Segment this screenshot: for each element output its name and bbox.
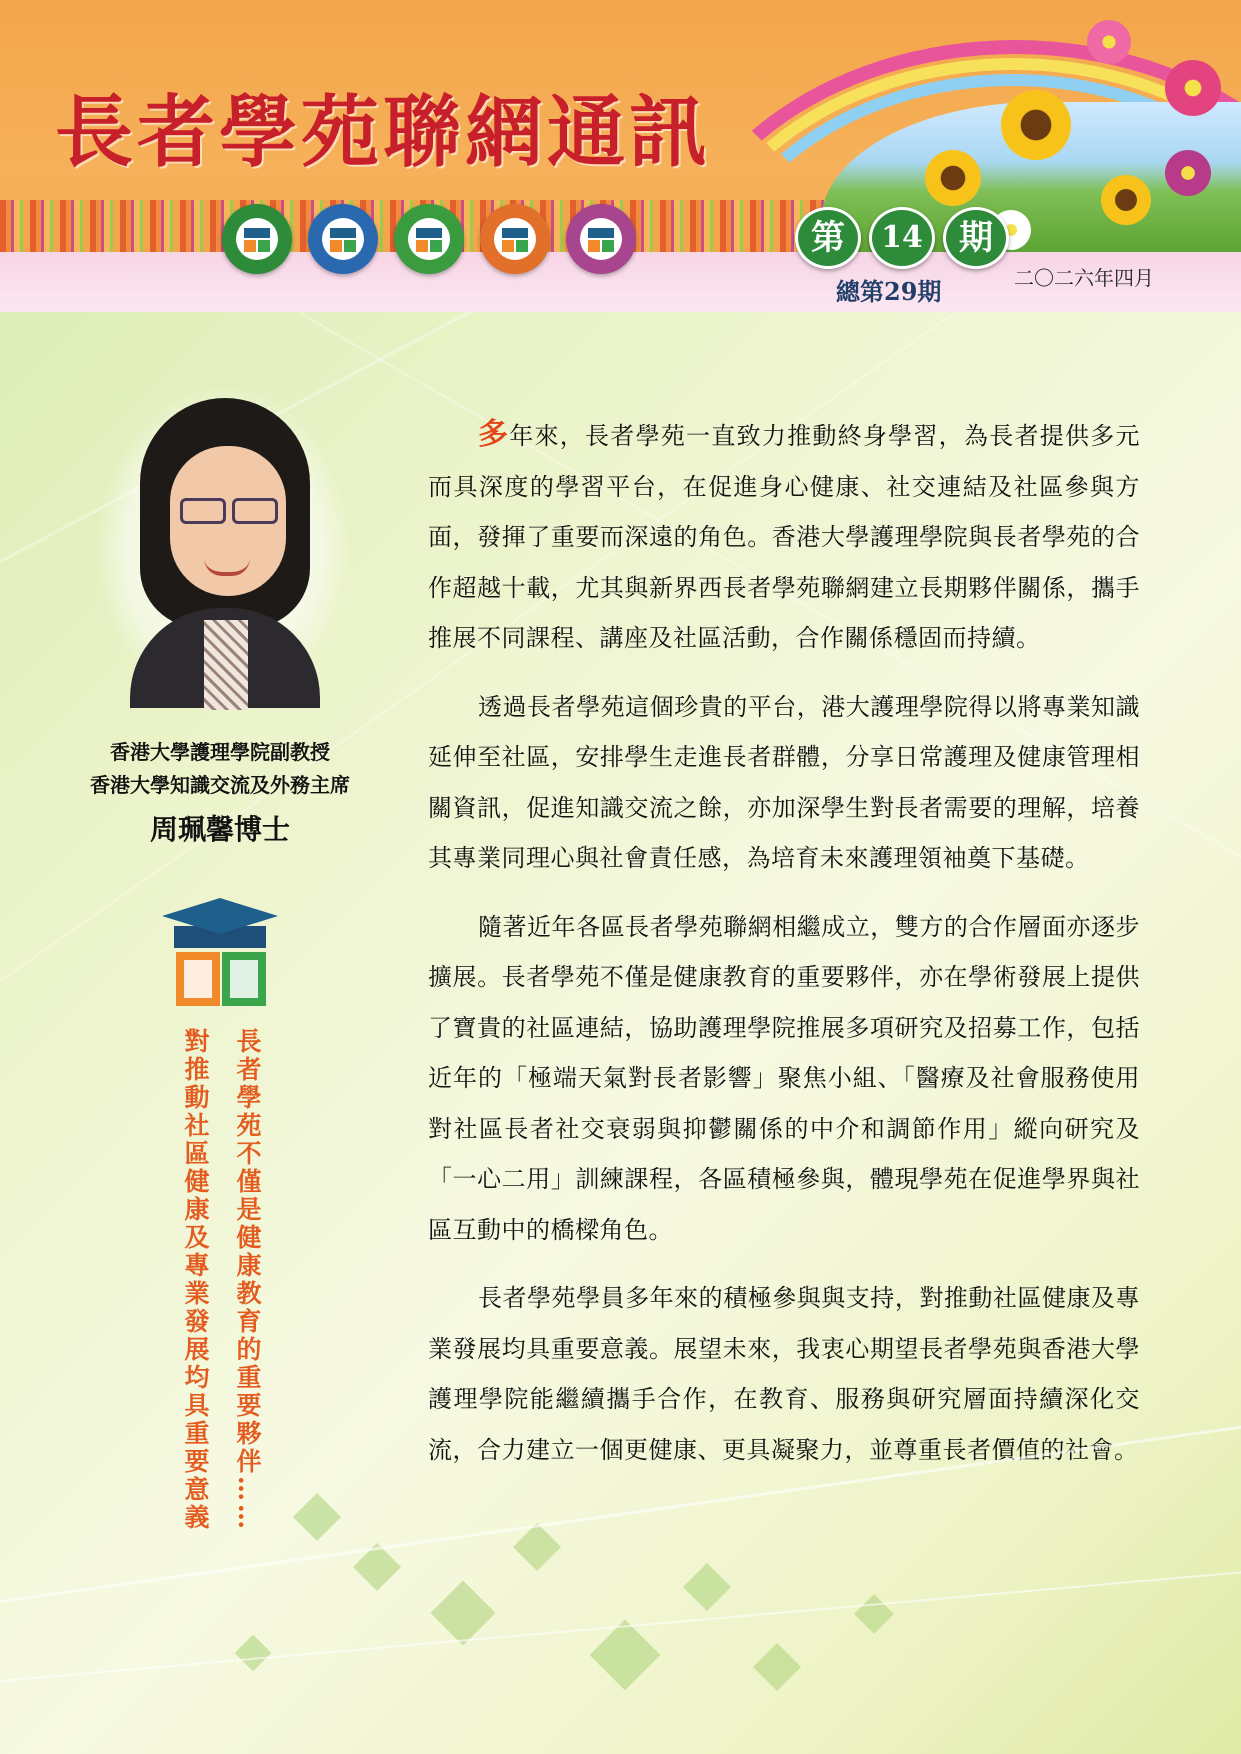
- academy-badges: [222, 204, 636, 274]
- elder-academy-logo-icon: [162, 898, 278, 1010]
- article-paragraph: [428, 410, 1140, 664]
- paragraph-text: 年來，長者學苑一直致力推動終身學習，為長者提供多元而具深度的學習平台，在促進身心健康、社交連結及社區參與方面，發揮了重要而深遠的角色。香港大學護理學院與長者學苑的合作超越十載，尤其與新界西長者學苑聯網建立長期夥伴關係，攜手推展不同課程、講座及社區活動，合作關係穩固而持續。: [428, 422, 1141, 652]
- author-title-line2: 香港大學知識交流及外務主席: [90, 773, 350, 797]
- newsletter-title: 長者學苑聯網通訊: [55, 87, 712, 178]
- academy-badge-icon: [308, 204, 378, 274]
- sunflower-icon: [1101, 175, 1151, 225]
- author-title-line1: 香港大學護理學院副教授: [110, 740, 330, 764]
- academy-badge-icon: [480, 204, 550, 274]
- drop-cap: 多: [478, 417, 510, 452]
- cosmos-flower-icon: [1165, 60, 1221, 116]
- author-caption: [60, 736, 380, 848]
- author-name: 周珮馨博士: [149, 813, 290, 846]
- article-paragraph: 長者學苑學員多年來的積極參與與支持，對推動社區健康及專業發展均具重要意義。展望未來，我衷心期望長者學苑與香港大學護理學院能繼續攜手合作，在教育、服務與研究層面持續深化交流，合力建立一個更健康、更具凝聚力，並尊重長者價值的社會。: [428, 1284, 1140, 1464]
- academy-badge-icon: [394, 204, 464, 274]
- issue-date: 二〇二六年四月: [1014, 266, 1154, 290]
- article-paragraph: 隨著近年各區長者學苑聯網相繼成立，雙方的合作層面亦逐步擴展。長者學苑不僅是健康教育的重要夥伴，亦在學術發展上提供了寶貴的社區連結，協助護理學院推展多項研究及招募工作，包括近年的「極端天氣對長者影響」聚焦小組、「醫療及社會服務使用對社區長者社交衰弱與抑鬱關係的中介和調節作用」縱向研究及「一心二用」訓練課程，各區積極參與，體現學苑在促進學界與社區互動中的橋樑角色。: [428, 912, 1140, 1244]
- cosmos-flower-icon: [1087, 20, 1131, 64]
- issue-number: [795, 207, 1009, 269]
- issue-char: 期: [943, 207, 1009, 269]
- article-paragraph: 透過長者學苑這個珍貴的平台，港大護理學院得以將專業知識延伸至社區，安排學生走進長者群體，分享日常護理及健康管理相關資訊，促進知識交流之餘，亦加深學生對長者需要的理解，培養其專業同理心與社會責任感，為培育未來護理領袖奠下基礎。: [428, 692, 1140, 872]
- sunflower-icon: [1001, 90, 1071, 160]
- sunflower-icon: [925, 150, 981, 206]
- pull-quote-line1: 長者學苑不僅是健康教育的重要夥伴……: [233, 1028, 262, 1532]
- pull-quote-line2: 對推動社區健康及專業發展均具重要意義: [181, 1028, 210, 1532]
- cosmos-flower-icon: [1165, 150, 1211, 196]
- masthead: [0, 0, 1241, 312]
- decorative-footer: [0, 1480, 1241, 1754]
- issue-char: 14: [869, 207, 935, 269]
- academy-badge-icon: [566, 204, 636, 274]
- issue-char: 第: [795, 207, 861, 269]
- article-body: [428, 410, 1140, 1493]
- author-portrait: [118, 398, 328, 698]
- academy-badge-icon: [222, 204, 292, 274]
- issue-total: 總第29期: [836, 277, 942, 306]
